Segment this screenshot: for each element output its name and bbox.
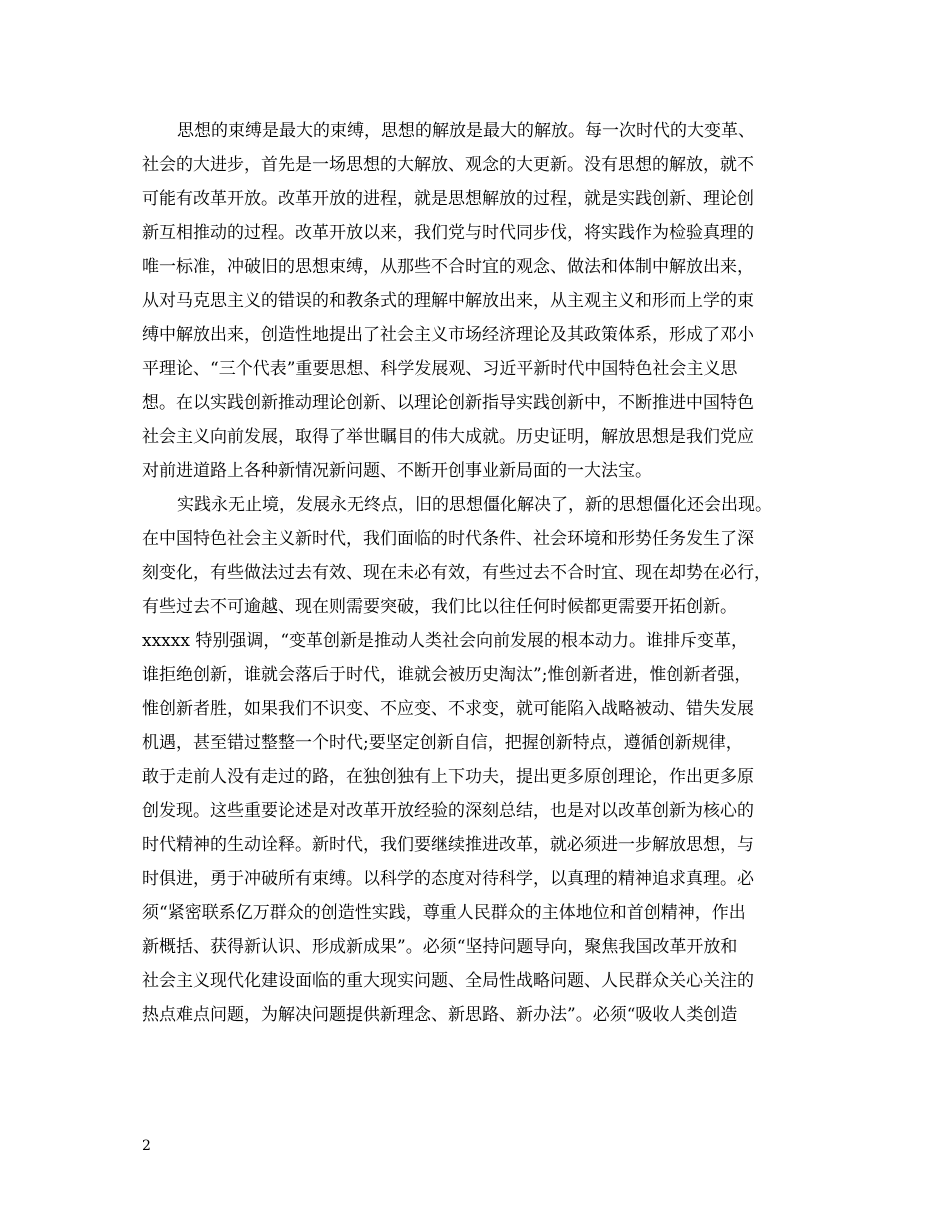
text-line: 新互相推动的过程。改革开放以来，我们党与时代同步伐，将实践作为检验真理的 [142,223,754,243]
text-line: 须“紧密联系亿万群众的创造性实践，尊重人民群众的主体地位和首创精神，作出 [142,903,746,923]
text-line: 可能有改革开放。改革开放的进程，就是思想解放的过程，就是实践创新、理论创 [142,189,754,209]
document-body [142,114,822,1032]
text-line: 创发现。这些重要论述是对改革开放经验的深刻总结，也是对以改革创新为核心的 [142,801,754,821]
text-line: xxxxx 特别强调，“变革创新是推动人类社会向前发展的根本动力。谁排斥变革， [142,631,749,651]
text-line: 时代精神的生动诠释。新时代，我们要继续推进改革，就必须进一步解放思想，与 [142,835,754,855]
text-line: 有些过去不可逾越、现在则需要突破，我们比以往任何时候都更需要开拓创新。 [142,597,737,617]
text-line: 想。在以实践创新推动理论创新、以理论创新指导实践创新中，不断推进中国特色 [142,393,754,413]
paragraph [142,114,822,488]
text-line: 时俱进，勇于冲破所有束缚。以科学的态度对待科学，以真理的精神追求真理。必 [142,869,754,889]
text-line: 缚中解放出来，创造性地提出了社会主义市场经济理论及其政策体系，形成了邓小 [142,325,754,345]
text-line: 刻变化，有些做法过去有效、现在未必有效，有些过去不合时宜、现在却势在必行， [142,563,771,583]
text-line: 谁拒绝创新，谁就会落后于时代，谁就会被历史淘汰”;惟创新者进，惟创新者强， [142,665,752,685]
text-line: 社会的大进步，首先是一场思想的大解放、观念的大更新。没有思想的解放，就不 [142,155,754,175]
page-number: 2 [142,1138,151,1154]
text-line: 新概括、获得新认识、形成新成果”。必须“坚持问题导向，聚焦我国改革开放和 [142,937,738,957]
text-line: 机遇，甚至错过整整一个时代;要坚定创新自信，把握创新特点，遵循创新规律， [142,733,743,753]
text-line: 实践永无止境，发展永无终点，旧的思想僵化解决了，新的思想僵化还会出现。 [177,495,772,515]
text-line: 思想的束缚是最大的束缚，思想的解放是最大的解放。每一次时代的大变革、 [177,121,755,141]
text-line: 对前进道路上各种新情况新问题、不断开创事业新局面的一大法宝。 [142,461,652,481]
text-line: 唯一标准，冲破旧的思想束缚，从那些不合时宜的观念、做法和体制中解放出来， [142,257,754,277]
text-line: 敢于走前人没有走过的路，在独创独有上下功夫，提出更多原创理论，作出更多原 [142,767,754,787]
paragraph [142,488,822,1032]
text-line: 从对马克思主义的错误的和教条式的理解中解放出来，从主观主义和形而上学的束 [142,291,754,311]
text-line: 平理论、“三个代表”重要思想、科学发展观、习近平新时代中国特色社会主义思 [142,359,738,379]
text-line: 惟创新者胜，如果我们不识变、不应变、不求变，就可能陷入战略被动、错失发展 [142,699,754,719]
text-line: 热点难点问题，为解决问题提供新理念、新思路、新办法”。必须“吸收人类创造 [142,1005,738,1025]
text-line: 在中国特色社会主义新时代，我们面临的时代条件、社会环境和形势任务发生了深 [142,529,754,549]
text-line: 社会主义现代化建设面临的重大现实问题、全局性战略问题、人民群众关心关注的 [142,971,754,991]
text-line: 社会主义向前发展，取得了举世瞩目的伟大成就。历史证明，解放思想是我们党应 [142,427,754,447]
